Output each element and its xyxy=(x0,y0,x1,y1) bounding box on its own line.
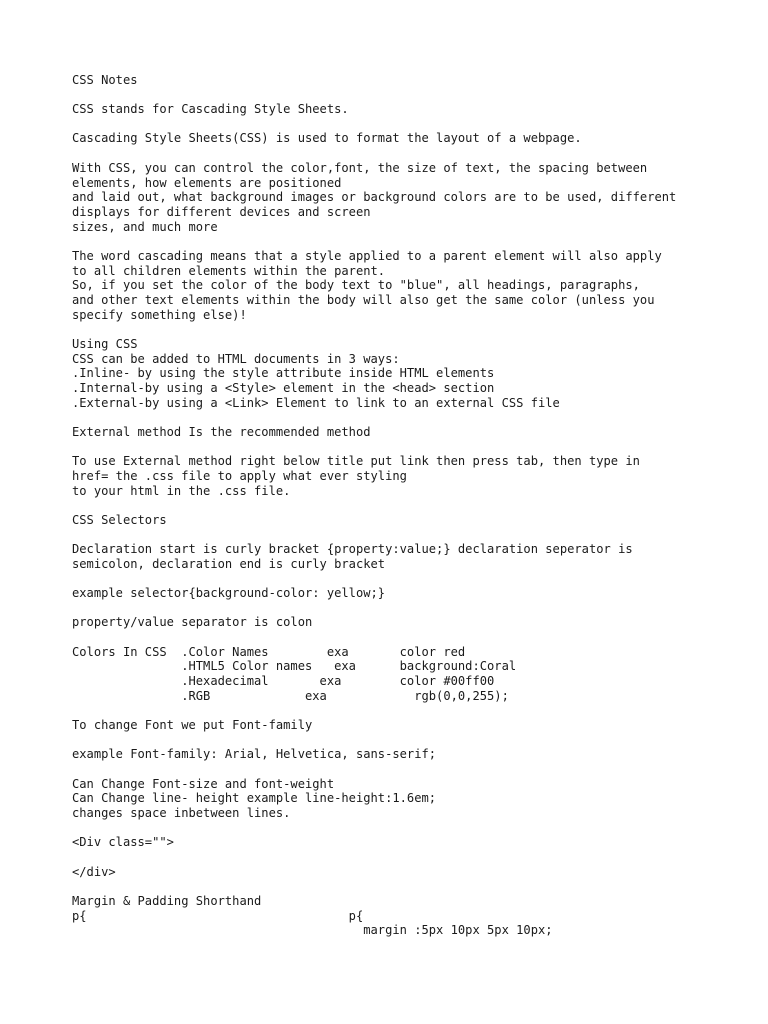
text-line: <Div class=""> xyxy=(72,835,174,849)
text-line: specify something else)! xyxy=(72,308,247,322)
text-line: Colors In CSS .Color Names exa color red xyxy=(72,645,466,659)
text-line: Can Change line- height example line-height:1.6em; xyxy=(72,791,437,805)
text-line: displays for different devices and screen xyxy=(72,205,371,219)
text-line: CSS stands for Cascading Style Sheets. xyxy=(72,102,349,116)
text-line: sizes, and much more xyxy=(72,220,218,234)
text-line: margin :5px 10px 5px 10px; xyxy=(72,923,553,937)
text-line: example selector{background-color: yellow;} xyxy=(72,586,386,600)
text-line: CSS can be added to HTML documents in 3 ways: xyxy=(72,352,400,366)
text-line: </div> xyxy=(72,865,116,879)
text-line: So, if you set the color of the body text to "blue", all headings, paragraphs, xyxy=(72,278,640,292)
text-line: CSS Selectors xyxy=(72,513,167,527)
text-line: To change Font we put Font-family xyxy=(72,718,313,732)
text-line: Declaration start is curly bracket {property:value;} declaration seperator is xyxy=(72,542,633,556)
text-line: .RGB exa rgb(0,0,255); xyxy=(72,689,509,703)
text-line: .Hexadecimal exa color #00ff00 xyxy=(72,674,495,688)
text-line: With CSS, you can control the color,font, the size of text, the spacing between xyxy=(72,161,648,175)
text-line: Using CSS xyxy=(72,337,138,351)
text-line: semicolon, declaration end is curly bracket xyxy=(72,557,386,571)
text-line: .Inline- by using the style attribute inside HTML elements xyxy=(72,366,495,380)
text-line: changes space inbetween lines. xyxy=(72,806,291,820)
text-line: Cascading Style Sheets(CSS) is used to format the layout of a webpage. xyxy=(72,131,582,145)
text-line: To use External method right below title put link then press tab, then type in xyxy=(72,454,640,468)
text-line: Margin & Padding Shorthand xyxy=(72,894,262,908)
text-line: Can Change Font-size and font-weight xyxy=(72,777,335,791)
text-line: href= the .css file to apply what ever styling xyxy=(72,469,407,483)
text-line: External method Is the recommended method xyxy=(72,425,371,439)
text-line: to all children elements within the parent. xyxy=(72,264,386,278)
text-line: p{ p{ xyxy=(72,909,364,923)
text-line: elements, how elements are positioned xyxy=(72,176,342,190)
text-line: and laid out, what background images or background colors are to be used, different xyxy=(72,190,677,204)
text-line: property/value separator is colon xyxy=(72,615,313,629)
text-line: .HTML5 Color names exa background:Coral xyxy=(72,659,517,673)
text-line: The word cascading means that a style applied to a parent element will also apply xyxy=(72,249,662,263)
text-line: .Internal-by using a <Style> element in the <head> section xyxy=(72,381,495,395)
text-line: to your html in the .css file. xyxy=(72,484,291,498)
doc-title: CSS Notes xyxy=(72,73,138,87)
text-line: example Font-family: Arial, Helvetica, sans-serif; xyxy=(72,747,437,761)
text-line: and other text elements within the body will also get the same color (unless you xyxy=(72,293,655,307)
text-line: .External-by using a <Link> Element to link to an external CSS file xyxy=(72,396,560,410)
